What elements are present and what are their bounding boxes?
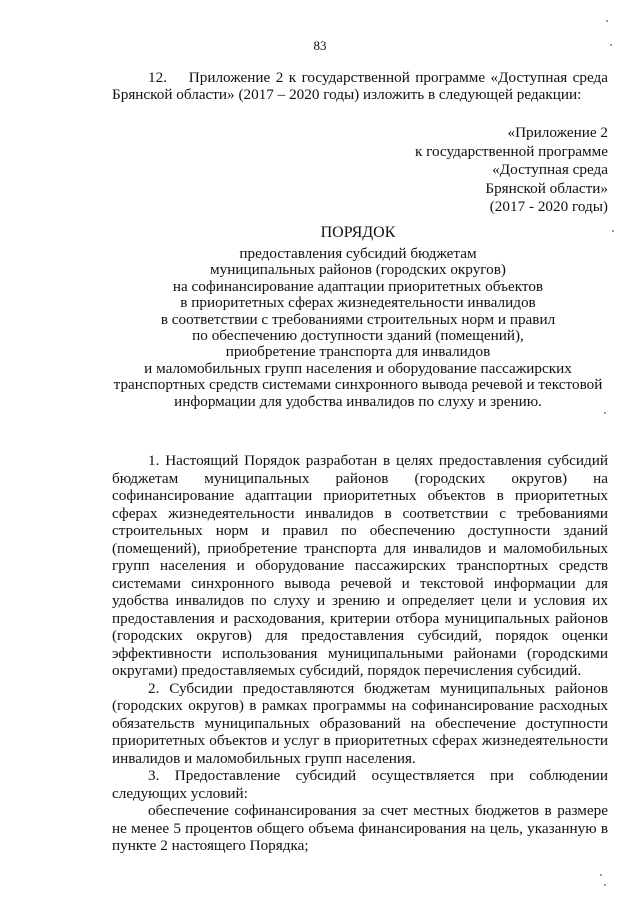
- paragraph-2: 2. Субсидии предоставляются бюджетам муниципальных районов (городских округов) в рамках программы на софинансирование расходных обязательств муниципальных образований на обеспечение доступности приоритетных объектов и услуг в приоритетных сферах жизнедеятельности инвалидов и маломобильных групп населения.: [112, 679, 608, 767]
- order-subtitle: [0, 246, 640, 410]
- scan-speck: [612, 230, 614, 232]
- scan-speck: [604, 884, 606, 886]
- order-subtitle-line: предоставления субсидий бюджетам: [239, 245, 477, 262]
- appendix-note-line: «Доступная среда: [492, 161, 608, 179]
- appendix-note-line: к государственной программе: [414, 142, 608, 160]
- order-subtitle-line: муниципальных районов (городских округов): [210, 261, 506, 279]
- intro-number: 12.: [148, 69, 167, 86]
- paragraph-3: 3. Предоставление субсидий осуществляется при соблюдении следующих условий:: [112, 767, 608, 802]
- order-subtitle-line: транспортных средств системами синхронного вывода речевой и текстовой: [113, 376, 603, 394]
- page-number: 83: [313, 38, 327, 53]
- intro-body: Приложение 2 к государственной программе «Доступная среда Брянской области» (2017 – 2020 годы) изложить в следующей редакции:: [112, 69, 609, 103]
- intro-text: [112, 70, 608, 103]
- scan-speck: [604, 412, 606, 414]
- appendix-note-line: «Приложение 2: [507, 124, 608, 141]
- body-text: [112, 452, 608, 855]
- order-subtitle-line: на софинансирование адаптации приоритетных объектов: [172, 277, 544, 295]
- order-subtitle-line: приобретение транспорта для инвалидов: [225, 343, 491, 361]
- intro-paragraph: [112, 70, 608, 103]
- order-subtitle-line: информации для удобства инвалидов по слуху и зрению.: [174, 392, 542, 410]
- appendix-note-line: Брянской области»: [485, 179, 608, 197]
- paragraph-3-condition: обеспечение софинансирования за счет местных бюджетов в размере не менее 5 процентов общего объема финансирования на цель, указанную в пункте 2 настоящего Порядка;: [112, 802, 608, 854]
- paragraph-1: 1. Настоящий Порядок разработан в целях предоставления субсидий бюджетам муниципальных районов (городских округов) на софинансирование адаптации приоритетных объектов в приоритетных сферах жизнедеятельности инвалидов в соответствии с требованиями строительных норм и правил по обеспечению доступности зданий (помещений), приобретение транспорта для инвалидов и маломобильных групп населения и оборудование пассажирских транспортных средств системами синхронного вывода речевой и текстовой информации для удобства инвалидов по слуху и зрению и определяет цели и условия их предоставления и расходования, критерии отбора муниципальных районов (городских округов) для предоставления субсидий, порядок оценки эффективности использования муниципальными районами (городскими округами) предоставляемых субсидий, порядок перечисления субсидий.: [112, 452, 608, 679]
- appendix-note: [415, 124, 608, 217]
- scan-speck: [610, 44, 612, 46]
- order-subtitle-line: по обеспечению доступности зданий (помещений),: [192, 327, 524, 345]
- order-subtitle-line: в приоритетных сферах жизнедеятельности инвалидов: [180, 294, 536, 312]
- order-subtitle-line: в соответствии с требованиями строительных норм и правил: [160, 310, 556, 328]
- order-title: ПОРЯДОК: [320, 224, 396, 241]
- scan-speck: [600, 874, 602, 876]
- scan-speck: [606, 20, 608, 22]
- order-subtitle-line: и маломобильных групп населения и оборудование пассажирских: [144, 359, 572, 377]
- appendix-note-line: (2017 - 2020 годы): [489, 198, 608, 216]
